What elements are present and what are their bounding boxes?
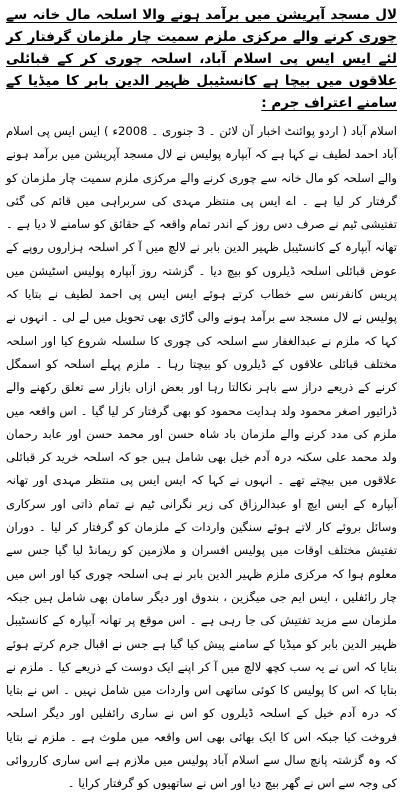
article-headline xyxy=(4,4,399,114)
headline-text: لال مسجد آپریشن میں برآمد ہونے والا اسلحہ مال خانہ سے چوری کرنے والے مرکزی ملزم سمیت چار ملزمان گرفتار کر لئے ایس ایس پی اسلام آباد، اسلحہ چوری کر کے قبائلی علاقوں میں بیچا ہے کانسٹیبل ظہیر الدین بابر کا میڈیا کے سامنے اعتراف جرم : xyxy=(6,7,397,111)
article-dateline: اسلام آباد ( اردو پوائنٹ اخبار آن لائن ۔ 3 جنوری ۔ 2008ء ) xyxy=(104,124,397,138)
article-body-text: ایس ایس پی اسلام آباد احمد لطیف نے کہا ہے کہ آبپارہ پولیس نے لال مسجد آپریشن میں برآمد ہونے والے اسلحہ کو مال خانہ سے چوری کرنے والے مرکزی ملزم سمیت چار ملزمان کو گرفتار کر لیا ہے ۔ اے ایس پی منتظر مہدی کی سربراہی میں قائم کی گئی تفتیشی ٹیم نے صرف دس روز کے اندر تمام واقعہ کے حقائق کو سامنے لا دیا ہے ۔ تھانہ آبپارہ کے کانسٹیبل ظہیر الدین بابر نے لالچ میں آ کر اسلحہ ہزاروں روپے کے عوض قبائلی اسلحہ ڈیلروں کو بیچ دیا ۔ گزشتہ روز آبپارہ پولیس اسٹیشن میں پریس کانفرنس سے خطاب کرتے ہوئے ایس ایس پی احمد لطیف نے بتایا کہ پولیس نے لال مسجد سے برآمد ہونے والی گاڑی بھی تحویل میں لے لی ۔ انہوں نے کہا کہ ملزم نے عبدالغفار سے اسلحہ کی چوری کا سلسلہ شروع کیا اور اسلحہ مختلف قبائلی علاقوں کے ڈیلروں کو بیچتا رہا ۔ ملزم پہلے اسلحہ کو اسمگل کرنے کے ذریعے دراز سے باہر نکالتا رہا اور بعض ازاں بازار سے تعلق رکھنے والے ڈرائیور اصغر محمود ولد ہدایت محمود کو بھی گرفتار کر لیا گیا ۔ اس واقعہ میں ملزم کی مدد کرنے والے ملزمان باد شاہ حسن اور محمد حسن اور عابد رحمان ولد محمد علی سکنہ درہ آدم خیل بھی شامل ہیں جو کہ اسلحہ خرید کر قبائلی علاقوں میں بیچتے تھے ۔ انہوں نے کہا کہ ایس ایس پی منتظر مہدی اور تھانہ آبپارہ کے ایس ایچ او عبدالرزاق کی زیر نگرانی ٹیم نے تمام ذاتی اور سرکاری وسائل بروئے کار لاتے ہوئے سنگین واردات کے ملزمان کو گرفتار کر لیا ۔ دوران تفتیش مختلف اوقات میں پولیس افسران و ملازمین کو ریمانڈ لیا گیا جس سے معلوم ہوا کہ مرکزی ملزم ظہیر الدین بابر نے ہی اسلحہ چوری کیا اور اس میں چار رائفلیں ، ایس ایم جی میگزین ، بندوق اور دیگر سامان بھی شامل ہیں جبکہ ملزمان سے مزید تفتیش کی جا رہی ہے ۔ اس موقع پر تھانہ آبپارہ کے کانسٹیبل ظہیر الدین بابر کو میڈیا کے سامنے پیش کیا گیا ہے جس نے اقبال جرم کرتے ہوئے بتایا کہ اس نے یہ سب کچھ لالچ میں آ کر اپنے ایک دوست کے ذریعے کیا ۔ ملزم نے بتایا کہ اس کا پولیس کا کوئی ساتھی اس واردات میں شامل نہیں ۔ اس نے بتایا کہ درہ آدم خیل کے اسلحہ ڈیلروں کو اس نے ساری رائفلیں اور دیگر اسلحہ فروخت کیا جبکہ اس کا ایک بھائی بھی اس واقعہ میں ملوث ہے ۔ ملزم نے بتایا کہ وہ گزشتہ پانچ سال سے اسلام آباد پولیس میں ملازم ہے اس ساری کارروائی کی وجہ سے اس نے گھر بیچ دیا اور اس نے ساتھیوں کو گرفتار کرایا ۔ xyxy=(6,124,397,791)
news-article xyxy=(4,4,399,791)
article-body xyxy=(4,120,399,796)
